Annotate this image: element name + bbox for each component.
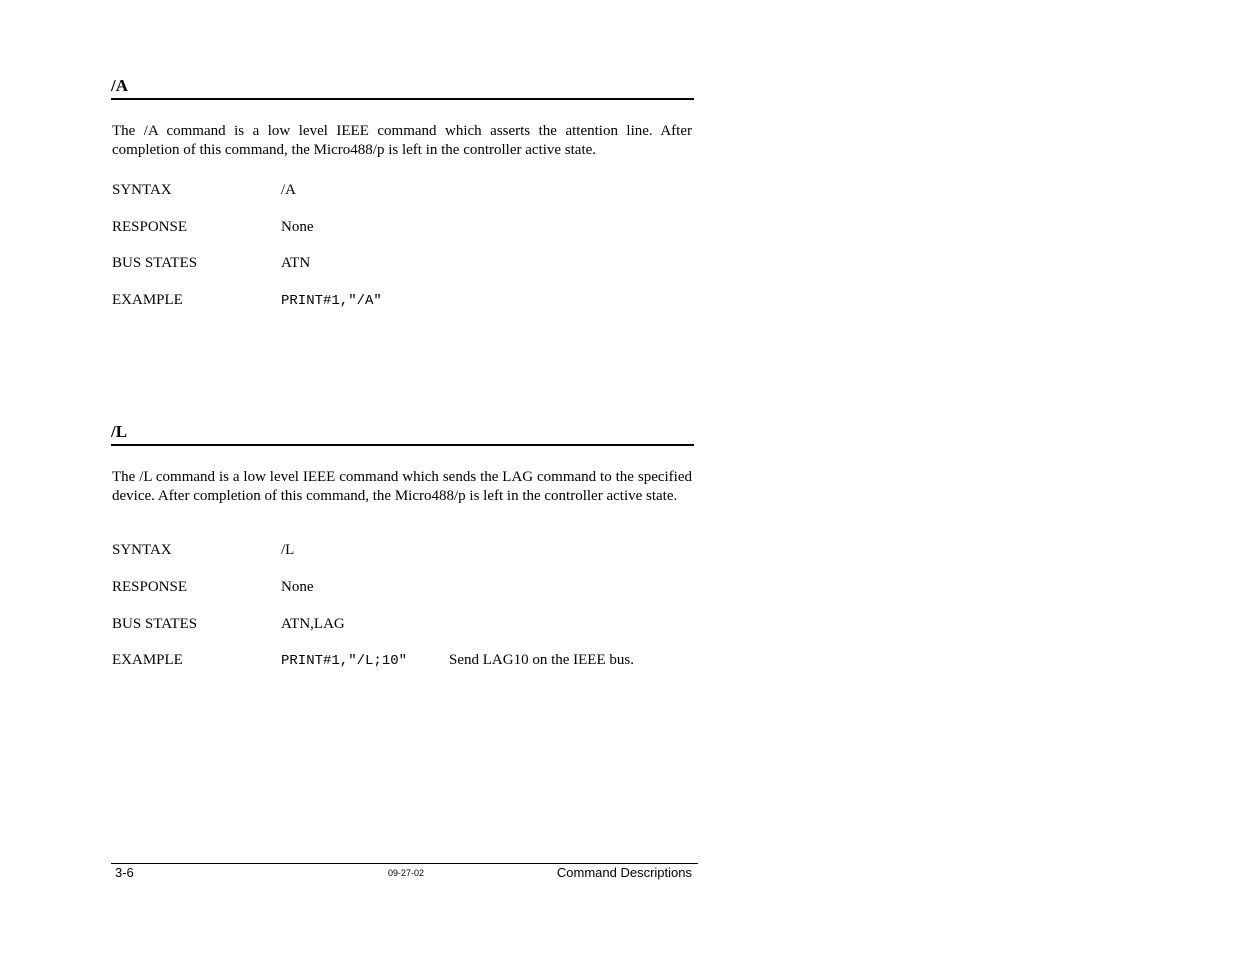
syntax-row	[112, 541, 692, 560]
chapter-title: Command Descriptions	[556, 865, 692, 880]
syntax-row	[112, 181, 692, 200]
bus-states-row	[112, 615, 692, 634]
row-label: RESPONSE	[112, 579, 188, 595]
row-value: ATN,LAG	[281, 616, 345, 632]
row-label: SYNTAX	[112, 182, 172, 198]
row-value: None	[281, 219, 314, 235]
section-l	[111, 422, 694, 682]
row-value: /A	[281, 182, 296, 198]
row-value: /L	[281, 542, 295, 558]
row-label: RESPONSE	[112, 219, 188, 235]
section-description: The /L command is a low level IEEE command which sends the LAG command to the specified device. After completion of this command, the Micro488/p is left in the controller active state.	[112, 469, 692, 504]
row-label: BUS STATES	[112, 255, 198, 271]
example-code: PRINT#1,"/L;10"	[281, 653, 408, 669]
row-label: EXAMPLE	[112, 292, 183, 308]
row-label: SYNTAX	[112, 542, 172, 558]
revision-date: 09-27-02	[388, 868, 425, 878]
section-title: /A	[111, 76, 694, 100]
page-number: 3-6	[115, 865, 134, 880]
example-row	[112, 651, 692, 670]
section-title: /L	[111, 422, 694, 446]
section-description: The /A command is a low level IEEE command which asserts the attention line. After completion of this command, the Micro488/p is left in the controller active state.	[112, 123, 692, 158]
response-row	[112, 578, 692, 597]
row-label: BUS STATES	[112, 616, 198, 632]
bus-states-row	[112, 254, 692, 273]
example-code: PRINT#1,"/A"	[281, 293, 382, 309]
example-row	[112, 291, 692, 310]
page-footer	[111, 863, 698, 884]
section-a	[111, 76, 694, 326]
row-label: EXAMPLE	[112, 652, 183, 668]
row-value: None	[281, 579, 314, 595]
row-value: ATN	[281, 255, 311, 271]
response-row	[112, 218, 692, 237]
example-note: Send LAG10 on the IEEE bus.	[449, 652, 634, 668]
